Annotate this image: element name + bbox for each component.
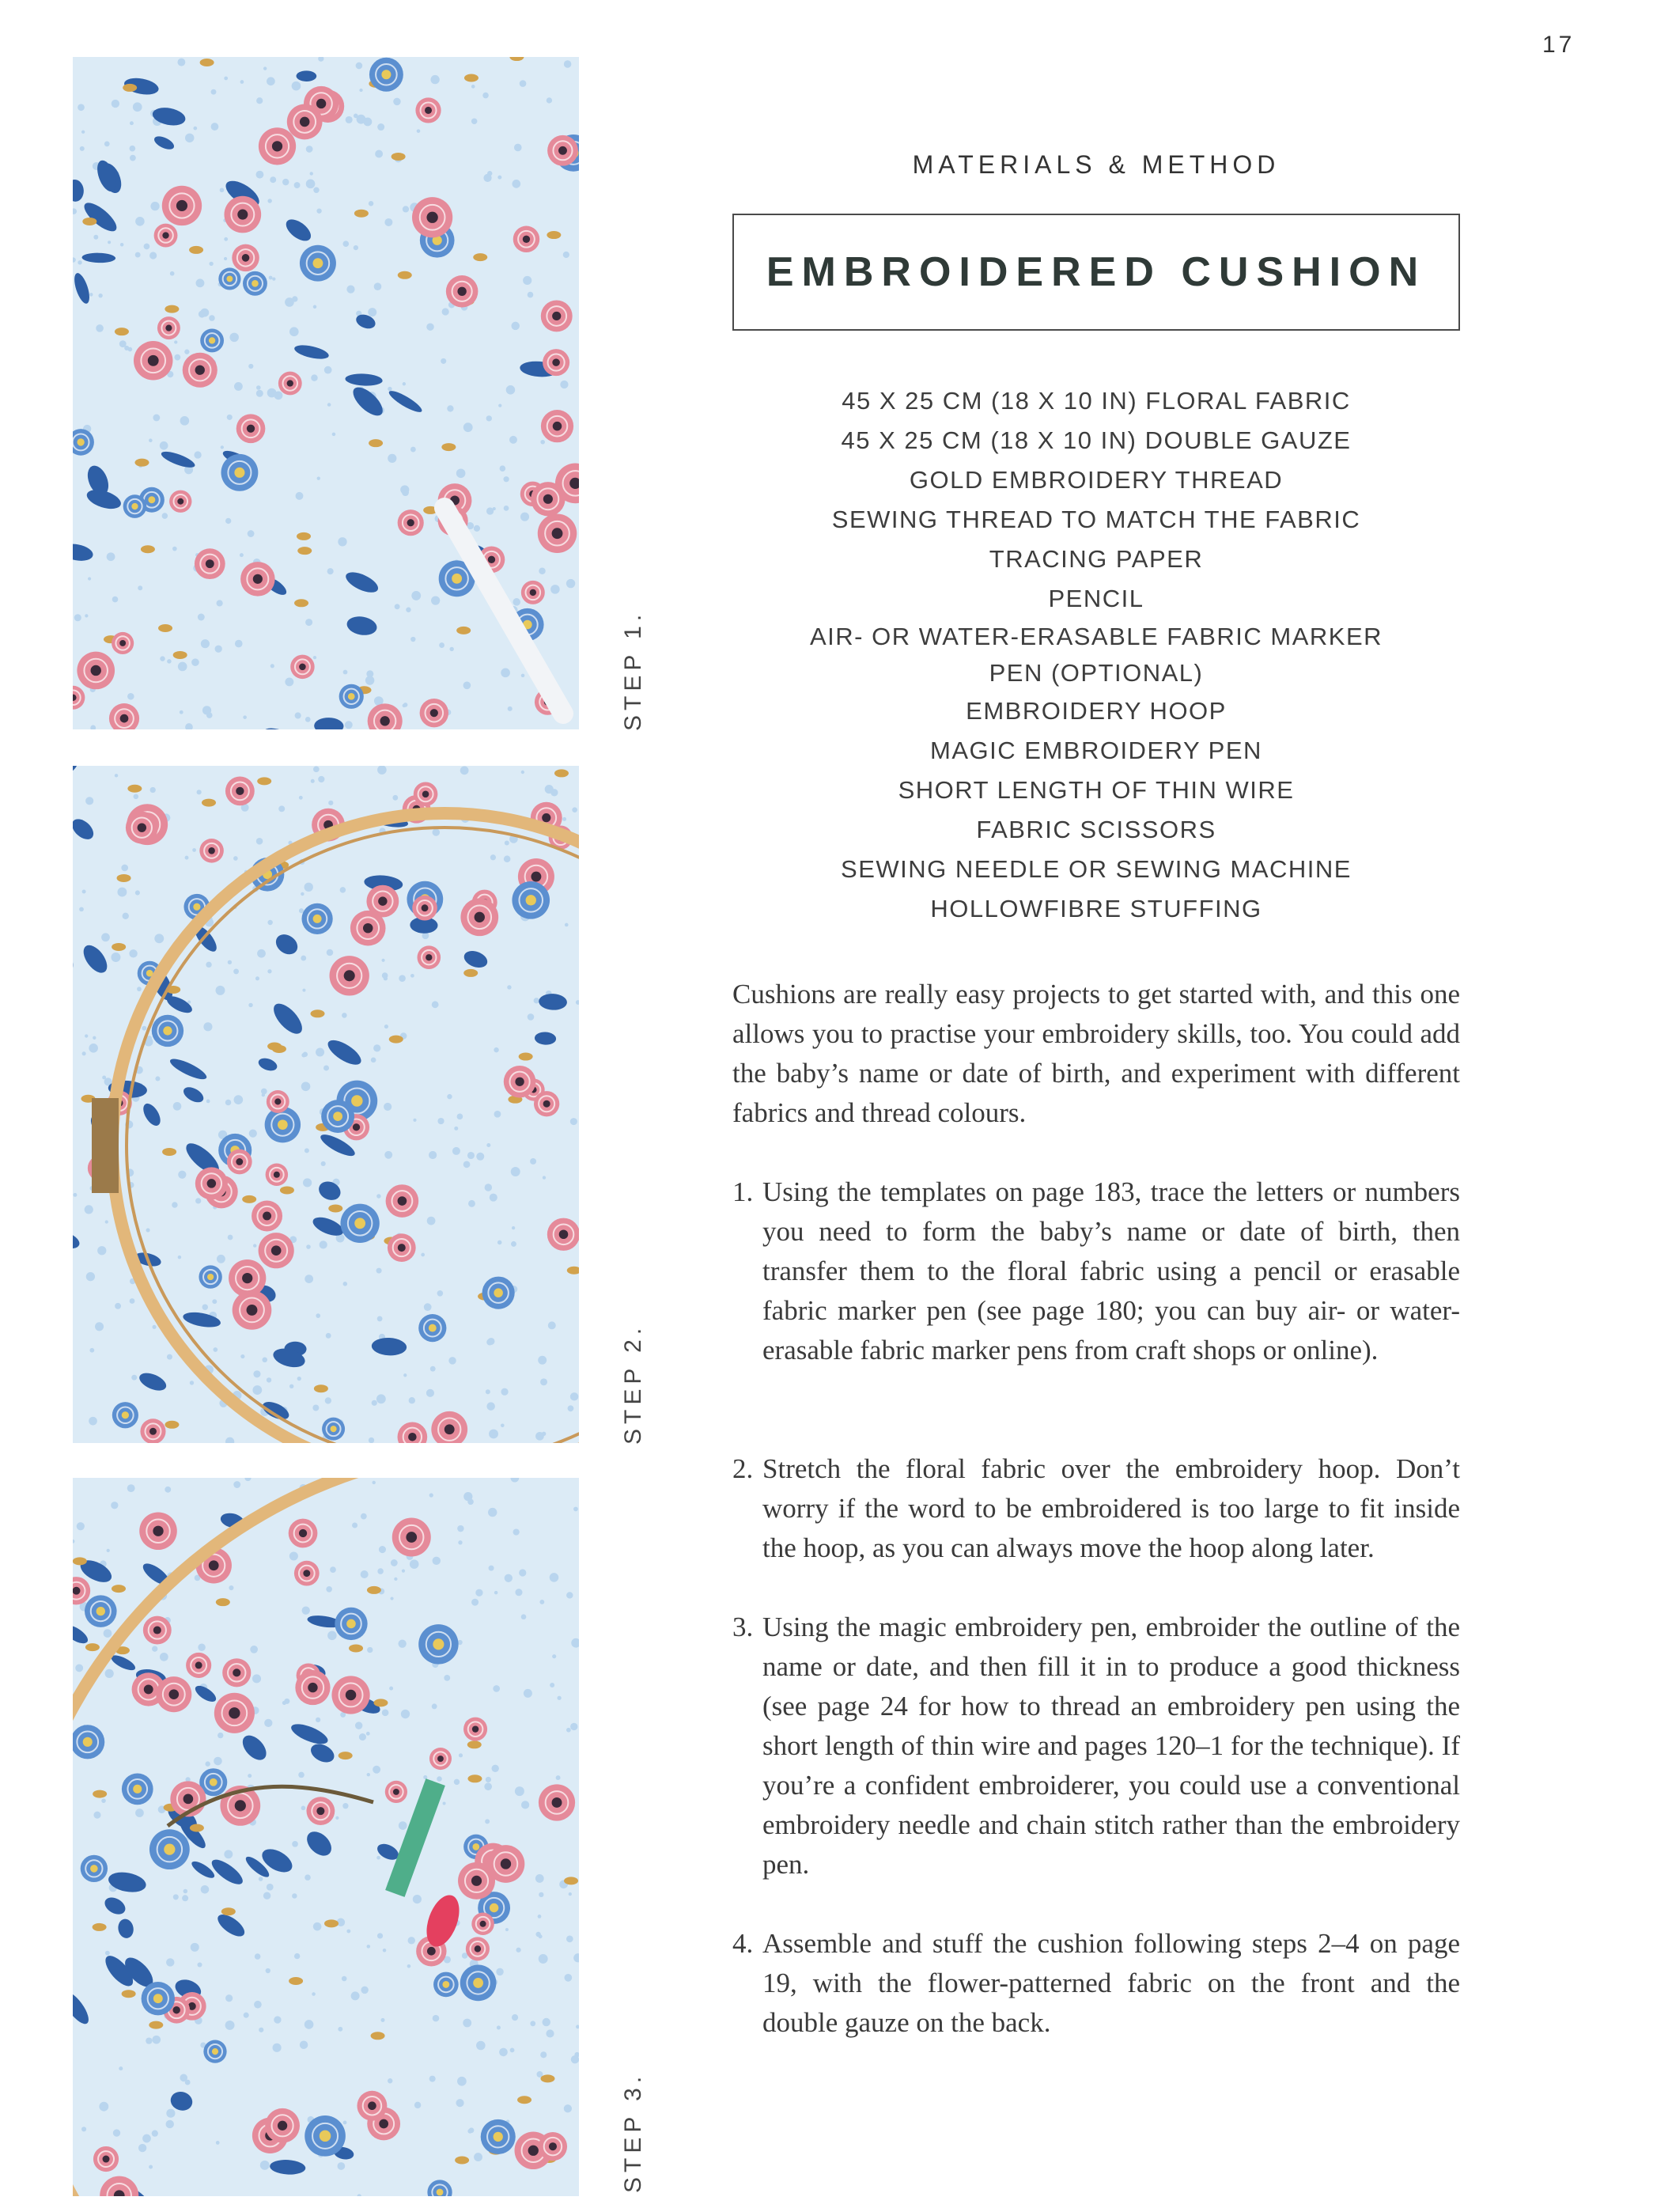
method-step-4 [732,1924,1460,2043]
material-item: PENCIL [1048,585,1144,612]
step-1-label: STEP 1. [620,609,646,731]
material-item: EMBROIDERY HOOP [966,697,1227,725]
step-3-label: STEP 3. [620,2071,646,2193]
method-step-1 [732,1172,1460,1370]
material-item: SEWING NEEDLE OR SEWING MACHINE [841,855,1352,883]
material-item: TRACING PAPER [989,545,1204,573]
step-number: 1. [732,1176,754,1207]
material-item: SEWING THREAD TO MATCH THE FABRIC [831,506,1361,533]
step-number: 4. [732,1928,754,1959]
method-step-2 [732,1449,1460,1568]
section-heading: MATERIALS & METHOD [912,150,1280,179]
material-item: FABRIC SCISSORS [976,816,1216,843]
page-number: 17 [1542,32,1576,58]
step-1-photo [73,57,579,729]
material-item: HOLLOWFIBRE STUFFING [930,895,1262,922]
material-item: 45 X 25 CM (18 X 10 IN) DOUBLE GAUZE [841,426,1352,454]
embroidering-fabric-image [73,1478,579,2196]
floral-fabric-in-hoop-image [73,766,579,1443]
step-text: Using the templates on page 183, trace the letters or numbers you need to form the baby’s name or date of birth, then transfer them to the floral fabric using a pencil or erasable fabric marker pen (see page 180; you can buy air- or water-erasable fabric marker pens from craft shops or online). [762,1176,1460,1365]
material-item: SHORT LENGTH OF THIN WIRE [898,776,1295,804]
step-text: Stretch the floral fabric over the embroidery hoop. Don’t worry if the word to be embroidered is too large to fit inside the hoop, as you can always move the hoop along later. [762,1453,1460,1563]
step-text: Assemble and stuff the cushion following steps 2–4 on page 19, with the flower-patterned fabric on the front and the double gauze on the back. [762,1928,1460,2038]
material-item: 45 X 25 CM (18 X 10 IN) FLORAL FABRIC [842,387,1351,415]
step-number: 2. [732,1453,754,1484]
step-3-photo [73,1478,579,2196]
intro-paragraph: Cushions are really easy projects to get started with, and this one allows you to practise your embroidery skills, too. You could add the baby’s name or date of birth, and experiment with different fabrics and thread colours. [732,979,1460,1128]
material-item: MAGIC EMBROIDERY PEN [930,737,1262,764]
materials-list [732,381,1460,929]
project-title-box [732,214,1460,331]
material-item: PEN (OPTIONAL) [989,659,1204,687]
step-number: 3. [732,1612,754,1642]
step-2-photo [73,766,579,1443]
material-item: GOLD EMBROIDERY THREAD [909,466,1284,494]
material-item: AIR- OR WATER-ERASABLE FABRIC MARKER [809,623,1383,650]
step-2-label: STEP 2. [620,1323,646,1445]
method-step-3 [732,1608,1460,1884]
floral-fabric-image [73,57,579,729]
project-title: EMBROIDERED CUSHION [766,249,1427,295]
step-text: Using the magic embroidery pen, embroider the outline of the name or date, and then fill it in to produce a good thickness (see page 24 for how to thread an embroidery pen using the short length of thin wire and pages 120–1 for the technique). If you’re a confident embroiderer, you could use a conventional embroidery needle and chain stitch rather than the embroidery pen. [762,1612,1460,1880]
